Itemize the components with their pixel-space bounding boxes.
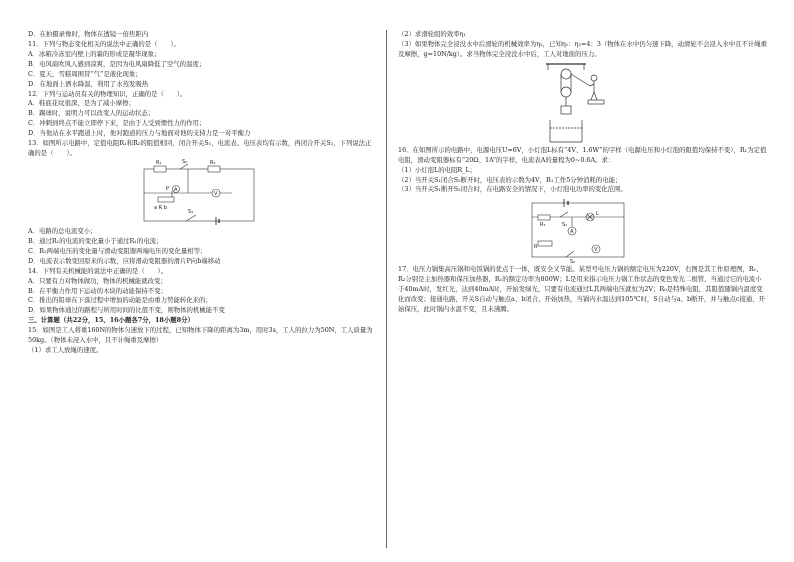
column-divider [386,30,387,548]
option-line: C．冲刺到终点不能立即停下来，是由于人受到惯性力的作用； [28,119,206,128]
circuit-wire [144,169,254,221]
label-r1: R₁ [156,159,162,166]
question-17: 17．电压力锅集高压锅和电饭锅的优点于一体，既安全又节能。某型号电压力锅的额定电压为220V，右图是其工作原理图，R₁、R₂分别是主加热器和保压加热器，R₁的额定功率为800W；L是用来指示电压力锅工作状态的变色发光二极管，当通过它的电流小于40mA时，发红光，达到40mA时，开始发绿光，只要有电流通过L其两端电压就恒为2V；R₀是特殊电阻，其阻值随锅内温度变化而改变；接通电路，开关S自动与触点a、b闭合，开始加热，当锅内水温达到105℃时，S自动与a、b断开，并与触点c接通，开始保压，此时锅内水温不变，且未沸腾。 [398,265,766,314]
worker-leg [594,92,597,100]
circuit-13-svg [136,159,266,227]
label-ammeter: A [174,186,178,193]
platform [588,100,604,104]
label-voltmeter: V [214,190,218,197]
resistor-r1-symbol [154,166,166,172]
resistor-r2-symbol [208,166,220,172]
circuit-figure-13 [136,159,373,227]
label-lamp: L [596,211,599,218]
rheostat-symbol [158,197,174,202]
sub-question: （3）如果物体完全浸没水中后滑轮的机械效率为η₂，已知η₁：η₂=4：3（物体在水中仍匀速下降，动滑轮不会浸入水中且不计绳重及摩擦，g=10N/kg）。求当物体完全浸没水中后，工人对地面的压力。 [398,39,768,58]
switch-s1-symbol [560,212,568,217]
option-line: D．如果物体通过的路程与所用时间的比值不变，则物体的机械能不变 [28,306,225,315]
worker-leg [591,92,594,100]
circuit-16-svg [526,195,636,265]
option-line: B．电风扇吹风人感到凉爽，是因为电风扇降低了空气的温度； [28,59,206,68]
exam-page [18,30,776,548]
option-line: D．在地面上洒水降温，利用了水蒸发吸热 [28,79,149,88]
label-rheostat: R [534,244,538,251]
question-14: 14．下列有关机械能的说法中正确的是（ ）。 [28,266,168,275]
pulley-svg [538,60,628,146]
label-voltmeter: V [594,247,598,254]
question-11: 11．下列与物态变化相关的说法中正确的是（ ）。 [28,39,180,48]
sub-question: （1）求工人放绳的速度。 [28,346,103,355]
circuit-wire [532,203,624,257]
switch-s2-symbol [566,251,574,257]
rheostat-symbol [538,241,552,246]
left-column [28,30,373,356]
circuit-figure-16 [526,195,768,265]
question-12: 12．下列与运动员有关的物理知识，正确的是（ ）。 [28,89,187,98]
sub-question: （1）小灯泡L的电阻R_L； [398,165,477,174]
option-line: B．在平衡力作用下运动的木块的动能保持不变； [28,286,167,295]
pulley-figure-15 [538,60,768,146]
option-line: C．夏天，雪糕周围冒“气”是液化现象； [28,69,142,78]
sub-question: （2）当开关S₁闭合S₂断开时，电压表的示数为4V，R₁工作5分钟消耗的电能； [398,175,622,184]
question-16: 16．在如图所示的电路中，电源电压U=6V，小灯泡L标有“4V、1.6W”的字样（电源电压和小灯泡的阻值均保持不变），R₁为定值电阻，滑动变阻器标有“20Ω、1A”的字样，电流表A的量程为0~0.6A。求： [398,145,767,164]
label-s2: S₂ [570,259,576,266]
option-line: B．踢球时，说明力可以改变人的运动状态； [28,109,155,118]
right-column [398,30,768,315]
label-r2: R₂ [210,159,216,166]
label-ammeter: A [570,229,574,236]
fixed-pulley [561,69,571,79]
question-13: 13．如图所示电路中，定值电阻R₁和R₂的阻值相同，闭合开关S₁，电流表、电压表均有示数，再闭合开关S₂，下列说法正确的是（ ）。 [28,139,372,158]
hanging-object [561,106,571,114]
section-title: 三、计算题（共22分，15、16小题各7分，18小题8分） [28,316,194,325]
question-15: 15．如图是工人将重160N的物体匀速放下的过程，已知物体下降的距离为3m，用时3s，工人的拉力为50N，工人质量为50kg。（物体未浸入水中，且不计绳重及摩擦） [28,326,373,345]
sub-question: （2）求滑轮组的效率η₁ [398,30,466,38]
label-s2: S₂ [182,158,188,165]
worker-head [591,75,597,81]
option-line: D．电流表示数变回原来的示数，应将滑动变阻器的滑片P向b端移动 [28,256,221,265]
resistor-r1-symbol [538,215,550,220]
worker-arm [590,84,594,86]
label-r1: R₁ [540,222,546,229]
option-line: A．电路的总电流变小； [28,226,97,235]
option-line: B．通过R₁的电流的变化量小于通过R₁的电流； [28,236,163,245]
sub-question: （3）当开关S₁断开S₂闭合时，在电路安全的情况下，小灯泡电功率的变化范围。 [398,185,627,194]
rope [571,74,590,86]
label-s1: S₁ [188,208,194,215]
option-line: A．鞋底花纹很深，是为了减小摩擦； [28,99,135,108]
option-line: C．推出的铅球在下落过程中增加的动能是由重力势能转化来的； [28,296,212,305]
label-rheostat: a R b [154,204,167,211]
label-slider: P [166,185,170,192]
option-line: D．当他站在水平跑道上时，他对跑道的压力与地面对他的支持力是一对平衡力 [28,129,251,138]
switch-s1-symbol [186,215,196,221]
label-s1: S₁ [562,222,568,229]
option-line: A．只要有力对物体做功，物体的机械能就改变； [28,276,167,285]
option-line: C．R₂两端电压的变化量与滑动变阻器两端电压的变化量相等； [28,246,207,255]
text-line: D．在拍摄录像时，物体在透镜一倍焦距内 [28,30,149,38]
movable-pulley [561,87,571,97]
option-line: A．冰箱冷冻室内壁上的霜的形成是凝华现象； [28,49,161,58]
